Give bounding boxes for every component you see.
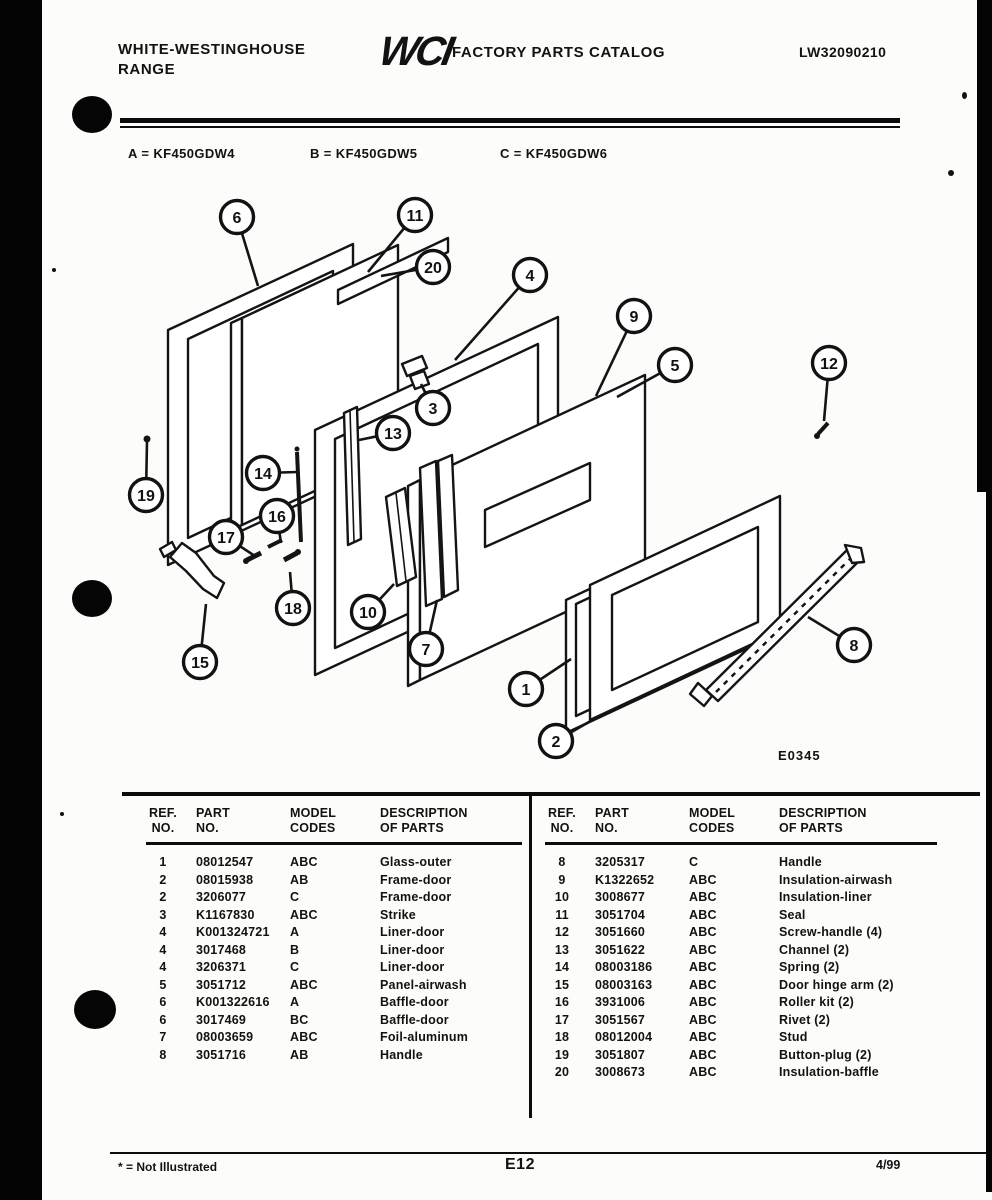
column-header: MODEL CODES <box>290 806 337 835</box>
table-row <box>146 1012 522 1030</box>
table-row <box>146 924 522 942</box>
cell-description: Rivet (2) <box>779 1012 831 1027</box>
cell-model-codes: C <box>689 855 699 869</box>
table-row <box>146 942 522 960</box>
cell-ref-no: 20 <box>554 1065 570 1079</box>
cell-model-codes: ABC <box>689 925 717 939</box>
cell-ref-no: 2 <box>159 890 167 904</box>
cell-ref-no: 1 <box>159 855 167 869</box>
table-top-rule <box>122 792 980 796</box>
cell-model-codes: ABC <box>689 1012 717 1027</box>
callout-15 <box>184 646 217 679</box>
cell-part-no: 3008677 <box>595 890 646 904</box>
cell-part-no: K1167830 <box>196 907 255 922</box>
cell-part-no: 08015938 <box>196 872 254 887</box>
scan-edge-right-thin <box>986 492 992 1192</box>
table-divider <box>529 792 532 1118</box>
svg-text:19: 19 <box>137 487 155 505</box>
callout-20 <box>417 251 450 284</box>
cell-ref-no: 6 <box>159 1012 167 1027</box>
parts-table-left <box>146 800 522 1064</box>
callout-7 <box>410 633 443 666</box>
cell-description: Handle <box>779 855 822 869</box>
svg-text:11: 11 <box>406 207 424 225</box>
rivet-head <box>243 558 249 564</box>
parts-table-right <box>545 800 937 1082</box>
svg-text:18: 18 <box>284 600 302 618</box>
callout-18 <box>277 592 310 625</box>
punch-hole <box>72 96 112 133</box>
table-row <box>545 1029 937 1047</box>
cell-description: Frame-door <box>380 890 452 904</box>
not-illustrated-note: * = Not Illustrated <box>118 1160 218 1174</box>
callout-5 <box>659 349 692 382</box>
scan-edge-left <box>0 0 42 1200</box>
table-row <box>146 977 522 995</box>
cell-model-codes: AB <box>290 872 309 887</box>
cell-model-codes: ABC <box>689 907 717 922</box>
footer-rule <box>110 1152 986 1154</box>
svg-text:14: 14 <box>254 465 272 483</box>
cell-model-codes: ABC <box>689 1030 717 1044</box>
callout-19 <box>130 479 163 512</box>
cell-ref-no: 16 <box>554 995 570 1009</box>
table-header <box>146 800 522 836</box>
svg-text:12: 12 <box>820 355 838 373</box>
cell-part-no: K001324721 <box>196 925 270 939</box>
cell-ref-no: 17 <box>554 1012 570 1027</box>
scan-noise <box>948 170 954 176</box>
svg-text:5: 5 <box>670 357 680 375</box>
svg-text:9: 9 <box>629 308 639 326</box>
cell-model-codes: A <box>290 995 300 1009</box>
svg-text:6: 6 <box>232 209 242 227</box>
svg-text:15: 15 <box>191 654 209 672</box>
cell-part-no: 3051622 <box>595 942 646 957</box>
cell-description: Liner-door <box>380 942 445 957</box>
column-header: MODEL CODES <box>689 806 736 835</box>
table-row <box>545 959 937 977</box>
cell-model-codes: ABC <box>290 1030 318 1044</box>
cell-ref-no: 2 <box>159 872 167 887</box>
callout-17 <box>210 521 243 554</box>
cell-ref-no: 4 <box>159 960 167 974</box>
cell-model-codes: ABC <box>689 1047 717 1062</box>
scan-noise <box>60 812 64 816</box>
cell-part-no: 3051807 <box>595 1047 646 1062</box>
cell-ref-no: 7 <box>159 1030 167 1044</box>
cell-description: Button-plug (2) <box>779 1047 872 1062</box>
table-row <box>545 1064 937 1082</box>
callout-10 <box>352 596 385 629</box>
cell-description: Channel (2) <box>779 942 850 957</box>
cell-description: Insulation-airwash <box>779 872 893 887</box>
cell-part-no: 3206371 <box>196 960 247 974</box>
cell-part-no: 3017469 <box>196 1012 247 1027</box>
table-row <box>545 889 937 907</box>
callout-12 <box>813 347 846 380</box>
screw-handle-head <box>814 433 820 439</box>
cell-part-no: 3008673 <box>595 1065 646 1079</box>
cell-model-codes: ABC <box>290 907 318 922</box>
screw-handle <box>818 423 828 434</box>
table-row <box>146 994 522 1012</box>
cell-description: Stud <box>779 1030 808 1044</box>
cell-part-no: 3051704 <box>595 907 646 922</box>
cell-model-codes: ABC <box>689 942 717 957</box>
cell-description: Roller kit (2) <box>779 995 855 1009</box>
cell-description: Screw-handle (4) <box>779 925 883 939</box>
scan-edge-right <box>977 0 992 492</box>
table-row <box>545 907 937 925</box>
cell-description: Liner-door <box>380 925 445 939</box>
stud <box>284 553 297 560</box>
table-row <box>545 977 937 995</box>
cell-description: Panel-airwash <box>380 977 467 992</box>
table-row <box>545 942 937 960</box>
callout-8 <box>838 629 871 662</box>
table-row <box>545 924 937 942</box>
cell-model-codes: ABC <box>290 977 318 992</box>
model-code-b: B = KF450GDW5 <box>310 146 418 161</box>
callout-16 <box>261 500 294 533</box>
brand-line1: WHITE-WESTINGHOUSE <box>118 41 306 58</box>
stud-head <box>295 549 301 555</box>
cell-model-codes: ABC <box>689 977 717 992</box>
column-header: PART NO. <box>595 806 629 835</box>
cell-ref-no: 4 <box>159 925 167 939</box>
table-row <box>146 1047 522 1065</box>
cell-ref-no: 9 <box>558 872 566 887</box>
cell-ref-no: 4 <box>159 942 167 957</box>
cell-ref-no: 6 <box>159 995 167 1009</box>
cell-model-codes: ABC <box>290 855 318 869</box>
cell-description: Strike <box>380 907 416 922</box>
cell-description: Baffle-door <box>380 1012 449 1027</box>
cell-description: Glass-outer <box>380 855 452 869</box>
punch-hole <box>72 580 112 617</box>
cell-ref-no: 3 <box>159 907 167 922</box>
cell-part-no: 08003186 <box>595 960 653 974</box>
cell-part-no: 08003659 <box>196 1030 254 1044</box>
cell-part-no: 3051660 <box>595 925 646 939</box>
svg-text:20: 20 <box>424 259 442 277</box>
table-row <box>545 872 937 890</box>
header-rule-thick <box>120 118 900 123</box>
cell-ref-no: 8 <box>159 1047 167 1062</box>
insulation-side <box>231 318 242 530</box>
cell-part-no: 3051712 <box>196 977 247 992</box>
cell-part-no: 3205317 <box>595 855 646 869</box>
model-code-c: C = KF450GDW6 <box>500 146 608 161</box>
cell-part-no: 3206077 <box>196 890 247 904</box>
model-code-a: A = KF450GDW4 <box>128 146 235 161</box>
scan-noise <box>52 268 56 272</box>
spring-end <box>295 447 300 452</box>
wci-logo: WCI <box>376 28 455 74</box>
cell-ref-no: 19 <box>554 1047 570 1062</box>
cell-description: Foil-aluminum <box>380 1030 469 1044</box>
cell-model-codes: ABC <box>689 872 717 887</box>
callout-2 <box>540 725 573 758</box>
column-header: DESCRIPTION OF PARTS <box>779 806 867 835</box>
cell-part-no: 3051716 <box>196 1047 247 1062</box>
callout-9 <box>618 300 651 333</box>
table-row <box>146 872 522 890</box>
punch-hole <box>74 990 116 1029</box>
svg-text:2: 2 <box>551 733 561 751</box>
cell-model-codes: ABC <box>689 890 717 904</box>
callout-13 <box>377 417 410 450</box>
table-row <box>146 854 522 872</box>
cell-description: Spring (2) <box>779 960 840 974</box>
cell-description: Insulation-baffle <box>779 1065 879 1079</box>
cell-ref-no: 13 <box>554 942 570 957</box>
table-row <box>146 959 522 977</box>
cell-description: Seal <box>779 907 806 922</box>
table-header <box>545 800 937 836</box>
figure-code: E0345 <box>778 748 821 763</box>
cell-description: Baffle-door <box>380 995 449 1009</box>
callout-11 <box>399 199 432 232</box>
table-row <box>545 994 937 1012</box>
cell-model-codes: A <box>290 925 300 939</box>
cell-ref-no: 18 <box>554 1030 570 1044</box>
catalog-title: FACTORY PARTS CATALOG <box>452 44 666 61</box>
svg-text:13: 13 <box>384 425 402 443</box>
cell-ref-no: 10 <box>554 890 570 904</box>
cell-model-codes: ABC <box>689 960 717 974</box>
brand-line2: RANGE <box>118 61 176 78</box>
cell-part-no: K1322652 <box>595 872 655 887</box>
cell-model-codes: AB <box>290 1047 309 1062</box>
svg-text:4: 4 <box>525 267 535 285</box>
svg-text:7: 7 <box>421 641 431 659</box>
cell-ref-no: 15 <box>554 977 570 992</box>
cell-ref-no: 11 <box>555 907 569 922</box>
column-header: REF. NO. <box>149 806 177 835</box>
table-row <box>545 854 937 872</box>
callout-6 <box>221 201 254 234</box>
cell-part-no: 3931006 <box>595 995 646 1009</box>
table-row <box>146 889 522 907</box>
callout-14 <box>247 457 280 490</box>
cell-ref-no: 8 <box>558 855 566 869</box>
table-row <box>545 1012 937 1030</box>
cell-model-codes: BC <box>290 1012 309 1027</box>
door-exploded-diagram <box>110 185 910 777</box>
cell-model-codes: B <box>290 942 300 957</box>
cell-ref-no: 14 <box>554 960 570 974</box>
revision-date: 4/99 <box>876 1158 901 1172</box>
cell-model-codes: ABC <box>689 1065 717 1079</box>
cell-description: Insulation-liner <box>779 890 872 904</box>
publication-number: LW32090210 <box>799 44 887 60</box>
column-header: REF. NO. <box>548 806 576 835</box>
cell-ref-no: 12 <box>554 925 570 939</box>
cell-description: Door hinge arm (2) <box>779 977 894 992</box>
svg-text:16: 16 <box>268 508 286 526</box>
cell-part-no: K001322616 <box>196 995 270 1009</box>
cell-ref-no: 5 <box>159 977 167 992</box>
cell-description: Liner-door <box>380 960 445 974</box>
cell-part-no: 3017468 <box>196 942 247 957</box>
svg-text:8: 8 <box>849 637 859 655</box>
brand-title <box>118 40 305 80</box>
callout-4 <box>514 259 547 292</box>
cell-part-no: 08012547 <box>196 855 254 869</box>
table-row <box>146 1029 522 1047</box>
svg-text:1: 1 <box>521 681 531 699</box>
cell-description: Frame-door <box>380 872 452 887</box>
cell-part-no: 08003163 <box>595 977 653 992</box>
table-row <box>545 1047 937 1065</box>
svg-text:10: 10 <box>359 604 377 622</box>
scan-noise <box>962 92 967 99</box>
column-header: DESCRIPTION OF PARTS <box>380 806 468 835</box>
cell-model-codes: C <box>290 960 300 974</box>
svg-text:17: 17 <box>217 529 235 547</box>
cell-part-no: 08012004 <box>595 1030 653 1044</box>
cell-part-no: 3051567 <box>595 1012 646 1027</box>
svg-text:3: 3 <box>428 400 438 418</box>
cell-model-codes: ABC <box>689 995 717 1009</box>
table-row <box>146 907 522 925</box>
callout-1 <box>510 673 543 706</box>
cell-description: Handle <box>380 1047 423 1062</box>
cell-model-codes: C <box>290 890 300 904</box>
page-number: E12 <box>505 1156 535 1173</box>
column-header: PART NO. <box>196 806 230 835</box>
header-rule-thin <box>120 126 900 128</box>
callout-3 <box>417 392 450 425</box>
